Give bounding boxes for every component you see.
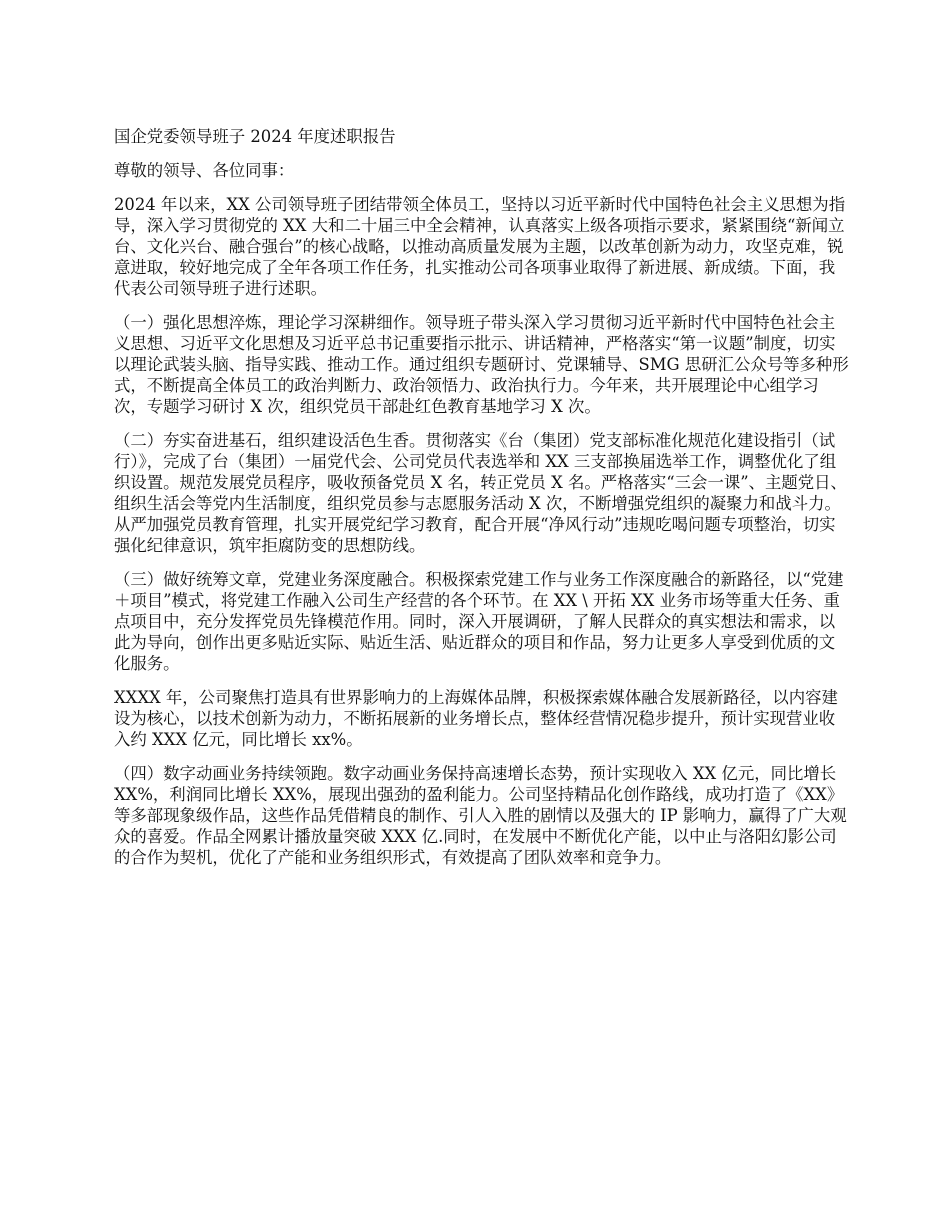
paragraph-section-1: （一）强化思想淬炼，理论学习深耕细作。领导班子带头深入学习贯彻习近平新时代中国特色社会主义思想、习近平文化思想及习近平总书记重要指示批示、讲话精神，严格落实“第一议题”制度，切实以理论武装头脑、指导实践、推动工作。通过组织专题研讨、党课辅导、SMG 思研汇公众号等多种形式，不断提高全体员工的政治判断力、政治领悟力、政治执行力。今年来，共开展理论中心组学习次，专题学习研讨 X 次，组织党员干部赴红色教育基地学习 X 次。 xyxy=(114,313,849,416)
document-body xyxy=(114,126,850,881)
document-title: 国企党委领导班子 2024 年度述职报告 xyxy=(114,127,396,146)
paragraph-intro: 2024 年以来，XX 公司领导班子团结带领全体员工，坚持以习近平新时代中国特色社会主义思想为指导，深入学习贯彻党的 XX 大和二十届三中全会精神，认真落实上级各项指示要求，紧紧围绕“新闻立台、文化兴台、融合强台”的核心战略，以推动高质量发展为主题，以改革创新为动力，攻坚克难，锐意进取，较好地完成了全年各项工作任务，扎实推动公司各项事业取得了新进展、新成绩。下面，我代表公司领导班子进行述职。 xyxy=(114,195,846,298)
paragraph-section-4: （四）数字动画业务持续领跑。数字动画业务保持高速增长态势，预计实现收入 XX 亿元，同比增长 XX%，利润同比增长 XX%，展现出强劲的盈利能力。公司坚持精品化创作路线，成功打造了《XX》等多部现象级作品，这些作品凭借精良的制作、引人入胜的剧情以及强大的 IP 影响力，赢得了广大观众的喜爱。作品全网累计播放量突破 XXX 亿.同时，在发展中不断优化产能，以中止与洛阳幻影公司的合作为契机，优化了产能和业务组织形式，有效提高了团队效率和竞争力。 xyxy=(114,764,847,867)
paragraph-section-3: （三）做好统筹文章，党建业务深度融合。积极探索党建工作与业务工作深度融合的新路径，以“党建＋项目”模式，将党建工作融入公司生产经营的各个环节。在 XX \ 开拓 XX 业务市场等重大任务、重点项目中，充分发挥党员先锋模范作用。同时，深入开展调研，了解人民群众的真实想法和需求，以此为导向，创作出更多贴近实际、贴近生活、贴近群众的项目和作品，努力让更多人享受到优质的文化服务。 xyxy=(114,570,844,673)
paragraph-section-2: （二）夯实奋进基石，组织建设活色生香。贯彻落实《台（集团）党支部标准化规范化建设指引（试行）》，完成了台（集团）一届党代会、公司党员代表选举和 XX 三支部换届选举工作，调整优化了组织设置。规范发展党员程序，吸收预备党员 X 名，转正党员 X 名。严格落实“三会一课”、主题党日、组织生活会等党内生活制度，组织党员参与志愿服务活动 X 次，不断增强党组织的凝聚力和战斗力。从严加强党员教育管理，扎实开展党纪学习教育，配合开展“净风行动”违规吃喝问题专项整治，切实强化纪律意识，筑牢拒腐防变的思想防线。 xyxy=(114,431,847,555)
paragraph-business-overview: XXXX 年，公司聚焦打造具有世界影响力的上海媒体品牌，积极探索媒体融合发展新路径，以内容建设为核心，以技术创新为动力，不断拓展新的业务增长点，整体经营情况稳步提升，预计实现营业收入约 XXX 亿元，同比增长 xx%。 xyxy=(114,688,838,749)
salutation: 尊敬的领导、各位同事： xyxy=(114,161,295,180)
